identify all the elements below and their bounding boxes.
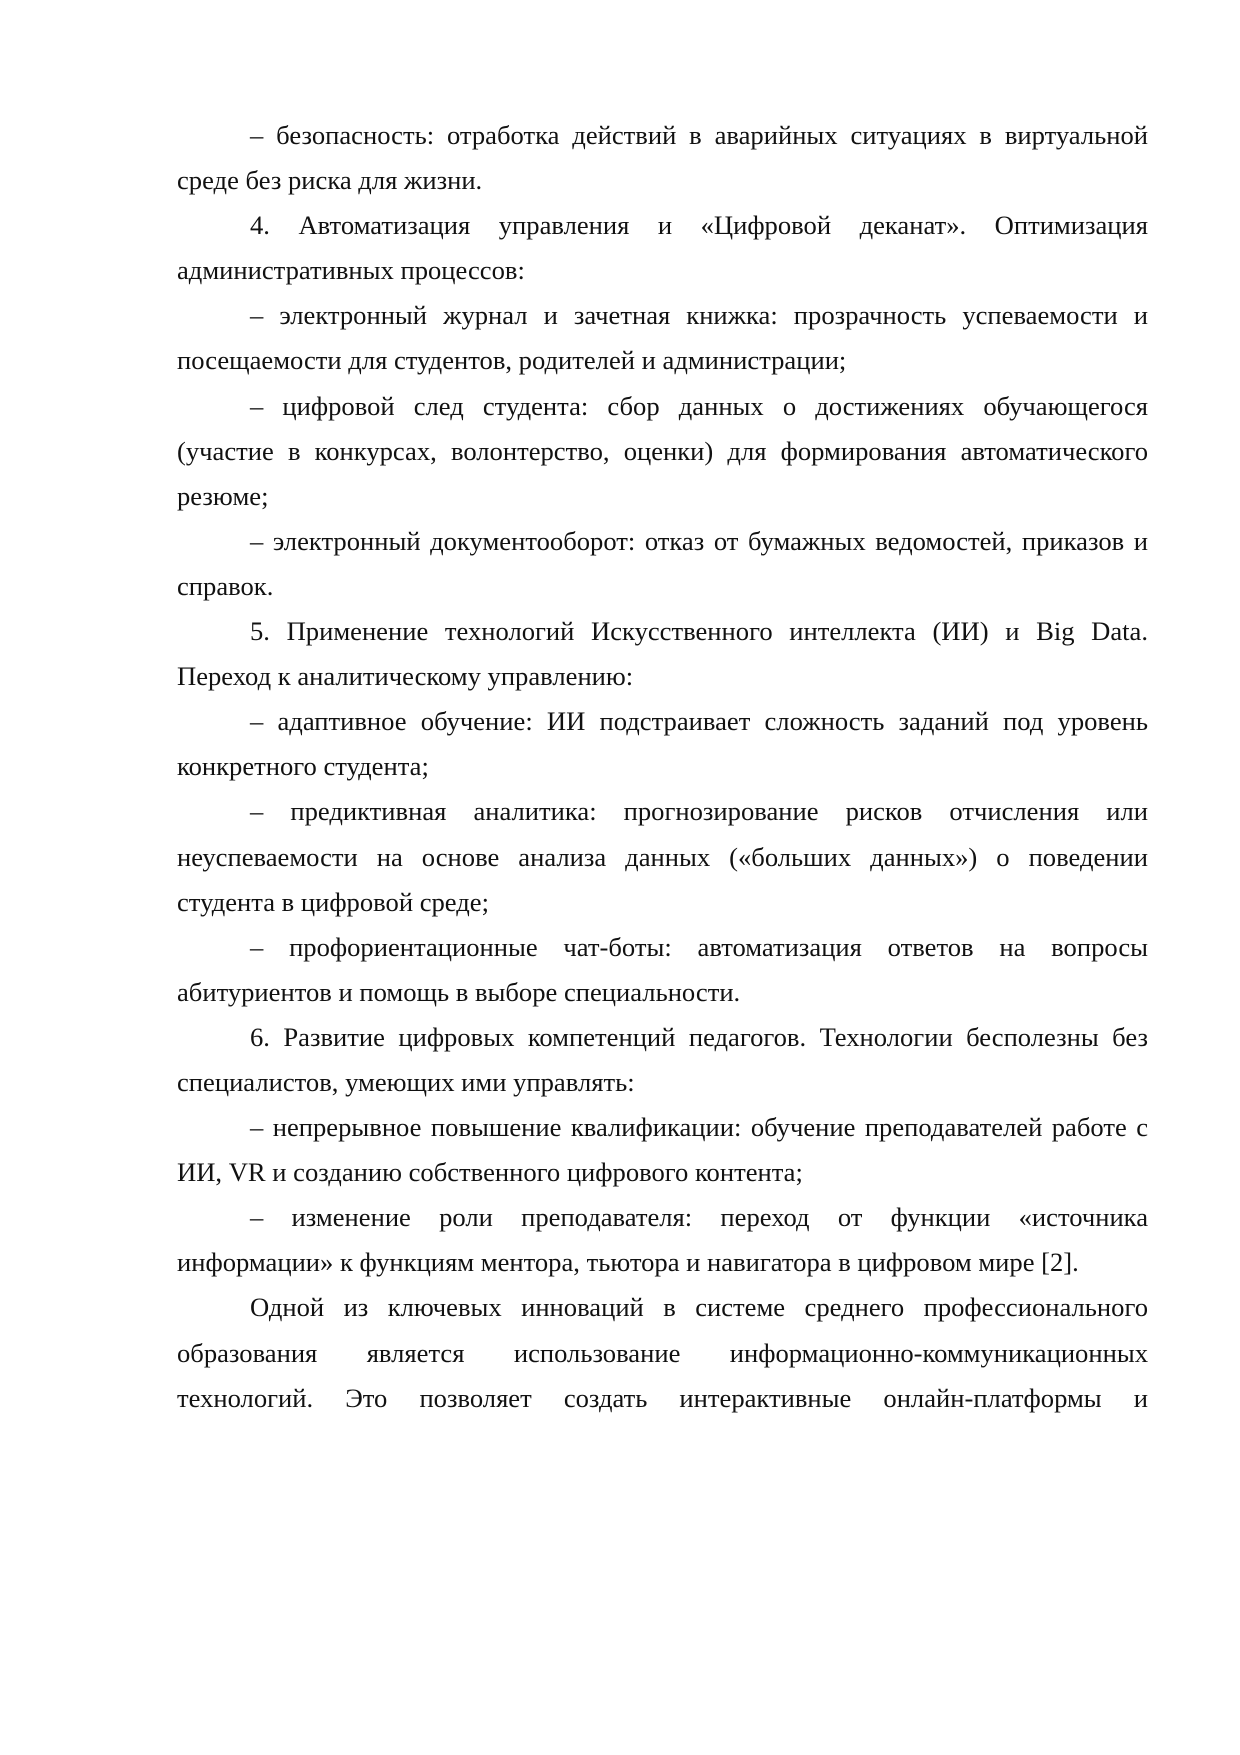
paragraph-safety-bullet: – безопасность: отработка действий в аварийных ситуациях в виртуальной среде без риска для жизни. — [177, 120, 1148, 196]
paragraph-teacher-role-bullet: – изменение роли преподавателя: переход от функции «источника информации» к функциям ментора, тьютора и навигатора в цифровом мире [2]. — [177, 1202, 1148, 1278]
paragraph-ict-innovation: Одной из ключевых инноваций в системе среднего профессионального образования является использование информационно-коммуникационных технологий. Это позволяет создать интерактивные онлайн-платформы и — [177, 1292, 1148, 1413]
paragraph-document-flow-bullet: – электронный документооборот: отказ от бумажных ведомостей, приказов и справок. — [177, 525, 1148, 601]
paragraph-adaptive-learning-bullet: – адаптивное обучение: ИИ подстраивает сложность заданий под уровень конкретного студента; — [177, 706, 1148, 782]
paragraph-digital-footprint-bullet: – цифровой след студента: сбор данных о достижениях обучающегося (участие в конкурсах, волонтерство, оценки) для формирования автоматического резюме; — [177, 390, 1148, 511]
paragraph-item-6-heading: 6. Развитие цифровых компетенций педагогов. Технологии бесполезны без специалистов, умеющих ими управлять: — [177, 1021, 1148, 1097]
paragraph-item-4-heading: 4. Автоматизация управления и «Цифровой деканат». Оптимизация административных процессов: — [177, 210, 1148, 286]
paragraph-item-5-heading: 5. Применение технологий Искусственного интеллекта (ИИ) и Big Data. Переход к аналитическому управлению: — [177, 616, 1148, 692]
paragraph-chatbots-bullet: – профориентационные чат-боты: автоматизация ответов на вопросы абитуриентов и помощь в выборе специальности. — [177, 931, 1148, 1007]
paragraph-electronic-journal-bullet: – электронный журнал и зачетная книжка: прозрачность успеваемости и посещаемости для студентов, родителей и администрации; — [177, 300, 1148, 376]
document-page — [177, 113, 1148, 1421]
paragraph-qualification-bullet: – непрерывное повышение квалификации: обучение преподавателей работе с ИИ, VR и созданию собственного цифрового контента; — [177, 1112, 1148, 1188]
paragraph-predictive-analytics-bullet: – предиктивная аналитика: прогнозирование рисков отчисления или неуспеваемости на основе анализа данных («больших данных») о поведении студента в цифровой среде; — [177, 796, 1148, 917]
